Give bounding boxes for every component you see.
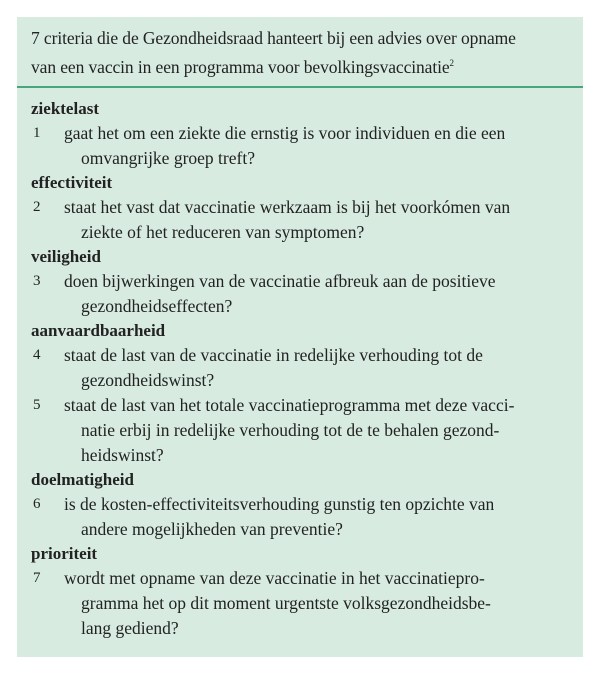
- box-title: [17, 17, 583, 86]
- criterion-text-line: gramma het op dit moment urgentste volksgezondheidsbe-: [81, 593, 491, 613]
- criterion-item: [31, 343, 569, 393]
- criterion-text-line: staat de last van het totale vaccinatieprogramma met deze vacci-: [64, 395, 515, 415]
- criteria-box: [17, 17, 583, 657]
- criterion-text-line: is de kosten-effectiviteitsverhouding gunstig ten opzichte van: [64, 494, 495, 514]
- criterion-text-line: omvangrijke groep treft?: [81, 148, 255, 168]
- criterion-text-line: natie erbij in redelijke verhouding tot de te behalen gezond-: [81, 420, 500, 440]
- category-heading: ziektelast: [31, 99, 99, 118]
- criterion-text-line: staat de last van de vaccinatie in redelijke verhouding tot de: [64, 345, 483, 365]
- category-heading: veiligheid: [31, 247, 101, 266]
- criterion-text-line: lang gediend?: [81, 618, 179, 638]
- criterion-number: 1: [33, 125, 41, 141]
- category-heading: doelmatigheid: [31, 470, 134, 489]
- title-line-2: van een vaccin in een programma voor bevolkingsvaccinatie: [31, 57, 450, 77]
- criteria-list: [17, 88, 583, 641]
- criterion-number: 4: [33, 347, 41, 363]
- criterion-number: 2: [33, 199, 41, 215]
- footnote-ref: 2: [449, 58, 454, 68]
- criterion-text-line: andere mogelijkheden van preventie?: [81, 519, 343, 539]
- criterion-number: 7: [33, 570, 41, 586]
- criterion-item: [31, 121, 569, 171]
- title-line-1: 7 criteria die de Gezondheidsraad hanteert bij een advies over opname: [31, 28, 516, 48]
- category-heading: prioriteit: [31, 544, 98, 563]
- criterion-text-line: heidswinst?: [81, 445, 164, 465]
- criterion-text-line: gezondheidswinst?: [81, 370, 215, 390]
- criterion-text-line: staat het vast dat vaccinatie werkzaam is bij het voorkómen van: [64, 197, 511, 217]
- criterion-item: [31, 195, 569, 245]
- category-heading: effectiviteit: [31, 173, 113, 192]
- criterion-number: 5: [33, 397, 41, 413]
- criterion-item: [31, 566, 569, 641]
- criterion-text-line: gaat het om een ziekte die ernstig is voor individuen en die een: [64, 123, 506, 143]
- category-heading: aanvaardbaarheid: [31, 321, 166, 340]
- criterion-item: [31, 492, 569, 542]
- criterion-number: 3: [33, 273, 41, 289]
- criterion-number: 6: [33, 496, 41, 512]
- criterion-text-line: doen bijwerkingen van de vaccinatie afbreuk aan de positieve: [64, 271, 496, 291]
- criterion-item: [31, 269, 569, 319]
- criterion-text-line: ziekte of het reduceren van symptomen?: [81, 222, 365, 242]
- criterion-text-line: wordt met opname van deze vaccinatie in het vaccinatiepro-: [64, 568, 485, 588]
- criterion-text-line: gezondheidseffecten?: [81, 296, 233, 316]
- criterion-item: [31, 393, 569, 468]
